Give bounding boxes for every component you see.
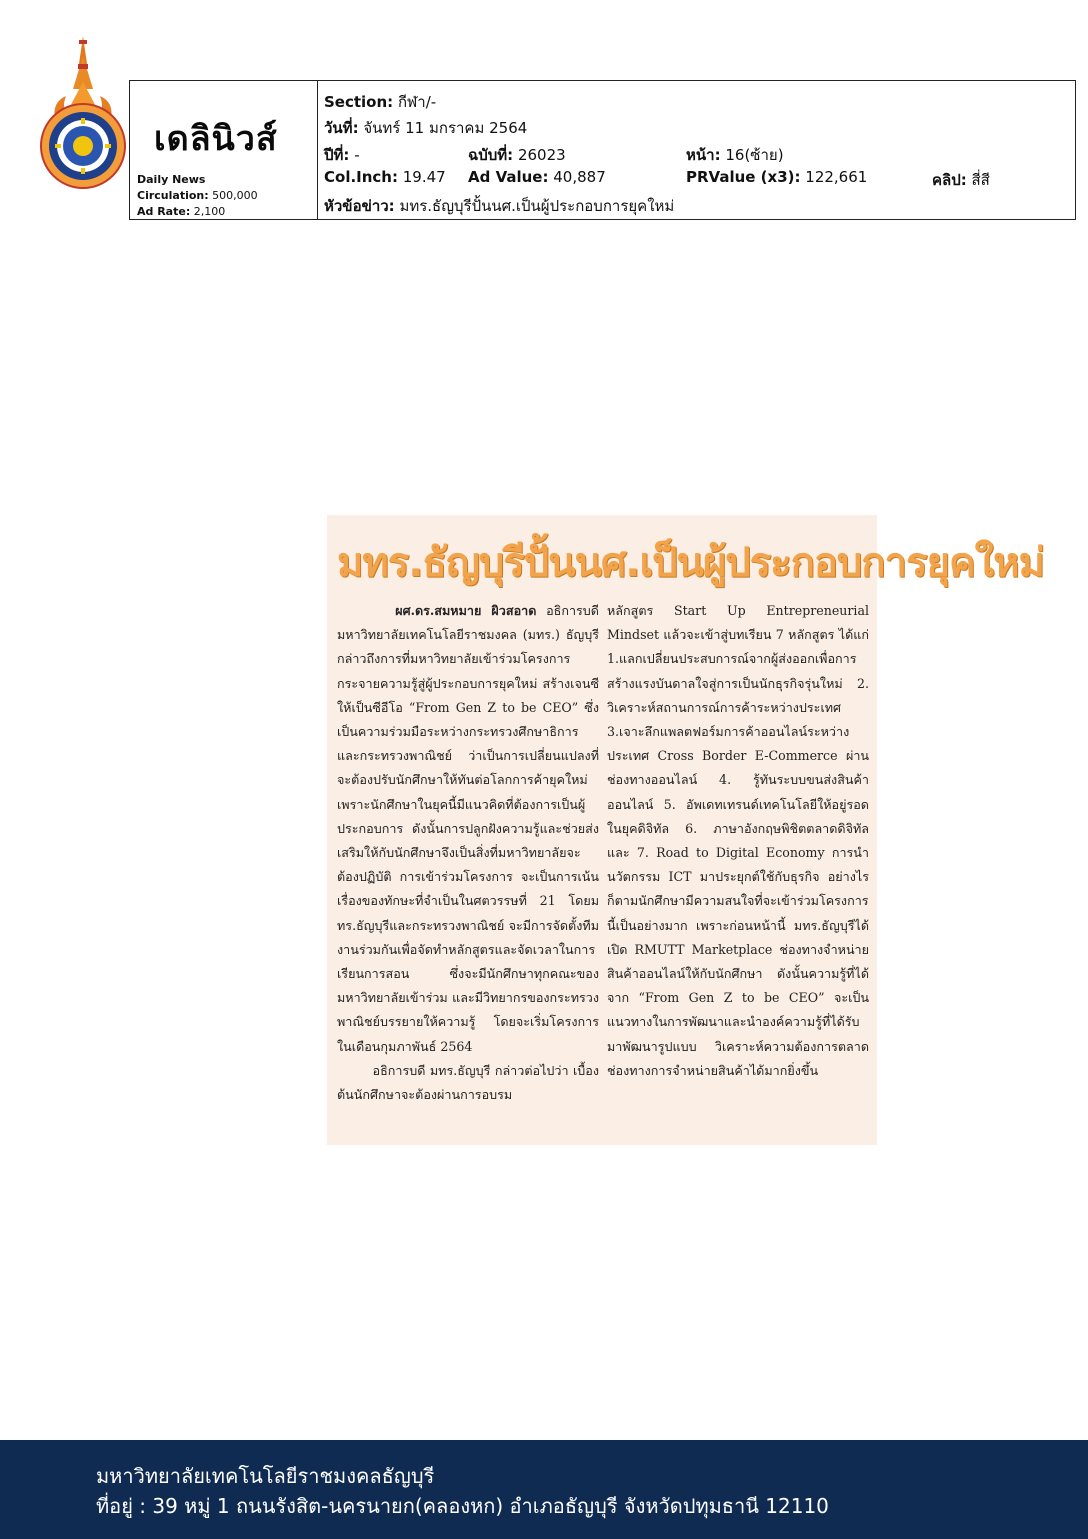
ad-value: Ad Value: 40,887 — [468, 168, 606, 186]
article-byline: ผศ.ดร.สมหมาย ผิวสอาด — [395, 603, 537, 618]
article-title: มทร.ธัญบุรีปั้นนศ.เป็นผู้ประกอบการยุคใหม่ — [337, 540, 1044, 586]
clip-color: คลิป: สี่สี — [932, 171, 990, 189]
year: ปีที่: - — [324, 146, 360, 164]
date: วันที่: จันทร์ 11 มกราคม 2564 — [324, 119, 528, 137]
pr-value: PRValue (x3): 122,661 — [686, 168, 868, 186]
issue-number: ฉบับที่: 26023 — [468, 146, 566, 164]
article-paragraph: อธิการบดี มทร.ธัญบุรี กล่าวต่อไปว่า เบื้องต้นนักศึกษาจะต้องผ่านการอบรม — [337, 1062, 599, 1103]
newspaper-clipping — [327, 515, 1044, 1145]
footer-bar — [0, 1440, 1088, 1539]
article-column-1 — [337, 599, 599, 1107]
footer-address: ที่อยู่ : 39 หมู่ 1 ถนนรังสิต-นครนายก(คลองหก) อำเภอธัญบุรี จังหวัดปทุมธานี 12110 — [96, 1494, 829, 1518]
clipping-metadata — [318, 81, 1075, 219]
col-inch: Col.Inch: 19.47 — [324, 168, 446, 186]
university-logo — [38, 34, 128, 194]
headline: หัวข้อข่าว: มทร.ธัญบุรีปั้นนศ.เป็นผู้ประกอบการยุคใหม่ — [324, 197, 675, 215]
newspaper-name: เดลินิวส์ — [154, 119, 278, 159]
article-paragraph: ผศ.ดร.สมหมาย ผิวสอาด อธิการบดีมหาวิทยาลัยเทคโนโลยีราชมงคล (มทร.) ธัญบุรี กล่าวถึงการที่มหาวิทยาลัยเข้าร่วมโครงการกระจายความรู้สู่ผู้ประกอบการยุคใหม่ สร้างเจนซีให้เป็นซีอีโอ “From Gen Z to be CEO” ซึ่งเป็นความร่วมมือระหว่างกระทรวงศึกษาธิการและกระทรวงพาณิชย์ ว่าเป็นการเปลี่ยนแปลงที่จะต้องปรับนักศึกษาให้ทันต่อโลกการค้ายุคใหม่ เพราะนักศึกษาในยุคนี้มีแนวคิดที่ต้องการเป็นผู้ประกอบการ ดังนั้นการปลูกฝังความรู้และช่วยส่งเสริมให้กับนักศึกษาจึงเป็นสิ่งที่มหาวิทยาลัยจะต้องปฏิบัติ การเข้าร่วมโครงการ จะเป็นการเน้นเรื่องของทักษะที่จำเป็นในศตวรรษที่ 21 โดยมทร.ธัญบุรีและกระทรวงพาณิชย์ จะมีการจัดตั้งทีมงานร่วมกันเพื่อจัดทำหลักสูตรและจัดเวลาในการเรียนการสอน ซึ่งจะมีนักศึกษาทุกคณะของมหาวิทยาลัยเข้าร่วม และมีวิทยากรของกระทรวงพาณิชย์บรรยายให้ความรู้ โดยจะเริ่มโครงการในเดือนกุมภาพันธ์ 2564 — [337, 603, 599, 1054]
newspaper-info-panel — [130, 81, 318, 219]
ad-rate: Ad Rate: 2,100 — [137, 205, 226, 218]
section: Section: กีฬา/- — [324, 93, 437, 111]
page-number: หน้า: 16(ซ้าย) — [686, 146, 784, 164]
clipping-header-box — [129, 80, 1076, 220]
circulation: Circulation: 500,000 — [137, 189, 258, 202]
article-column-2 — [607, 599, 869, 1083]
footer-university-name: มหาวิทยาลัยเทคโนโลยีราชมงคลธัญบุรี — [96, 1464, 435, 1488]
newspaper-name-en: Daily News — [137, 173, 206, 186]
article-paragraph: หลักสูตร Start Up Entrepreneurial Mindset แล้วจะเข้าสู่บทเรียน 7 หลักสูตร ได้แก่ 1.แลกเปลี่ยนประสบการณ์จากผู้ส่งออกเพื่อการสร้างแรงบันดาลใจสู่การเป็นนักธุรกิจรุ่นใหม่ 2. วิเคราะห์สถานการณ์การค้าระหว่างประเทศ 3.เจาะลึกแพลตฟอร์มการค้าออนไลน์ระหว่างประเทศ Cross Border E-Commerce ผ่านช่องทางออนไลน์ 4. รู้ทันระบบขนส่งสินค้าออนไลน์ 5. อัพเดทเทรนด์เทคโนโลยีให้อยู่รอดในยุคดิจิทัล 6. ภาษาอังกฤษพิชิตตลาดดิจิทัล และ 7. Road to Digital Economy การนำนวัตกรรม ICT มาประยุกต์ใช้กับธุรกิจ อย่างไรก็ตามนักศึกษามีความสนใจที่จะเข้าร่วมโครงการนี้เป็นอย่างมาก เพราะก่อนหน้านี้ มทร.ธัญบุรีได้เปิด RMUTT Marketplace ช่องทางจำหน่ายสินค้าออนไลน์ให้กับนักศึกษา ดังนั้นความรู้ที่ได้จาก “From Gen Z to be CEO” จะเป็นแนวทางในการพัฒนาและนำองค์ความรู้ที่ได้รับมาพัฒนารูปแบบ วิเคราะห์ความต้องการตลาด ช่องทางการจำหน่ายสินค้าได้มากยิ่งขึ้น — [607, 603, 869, 1078]
